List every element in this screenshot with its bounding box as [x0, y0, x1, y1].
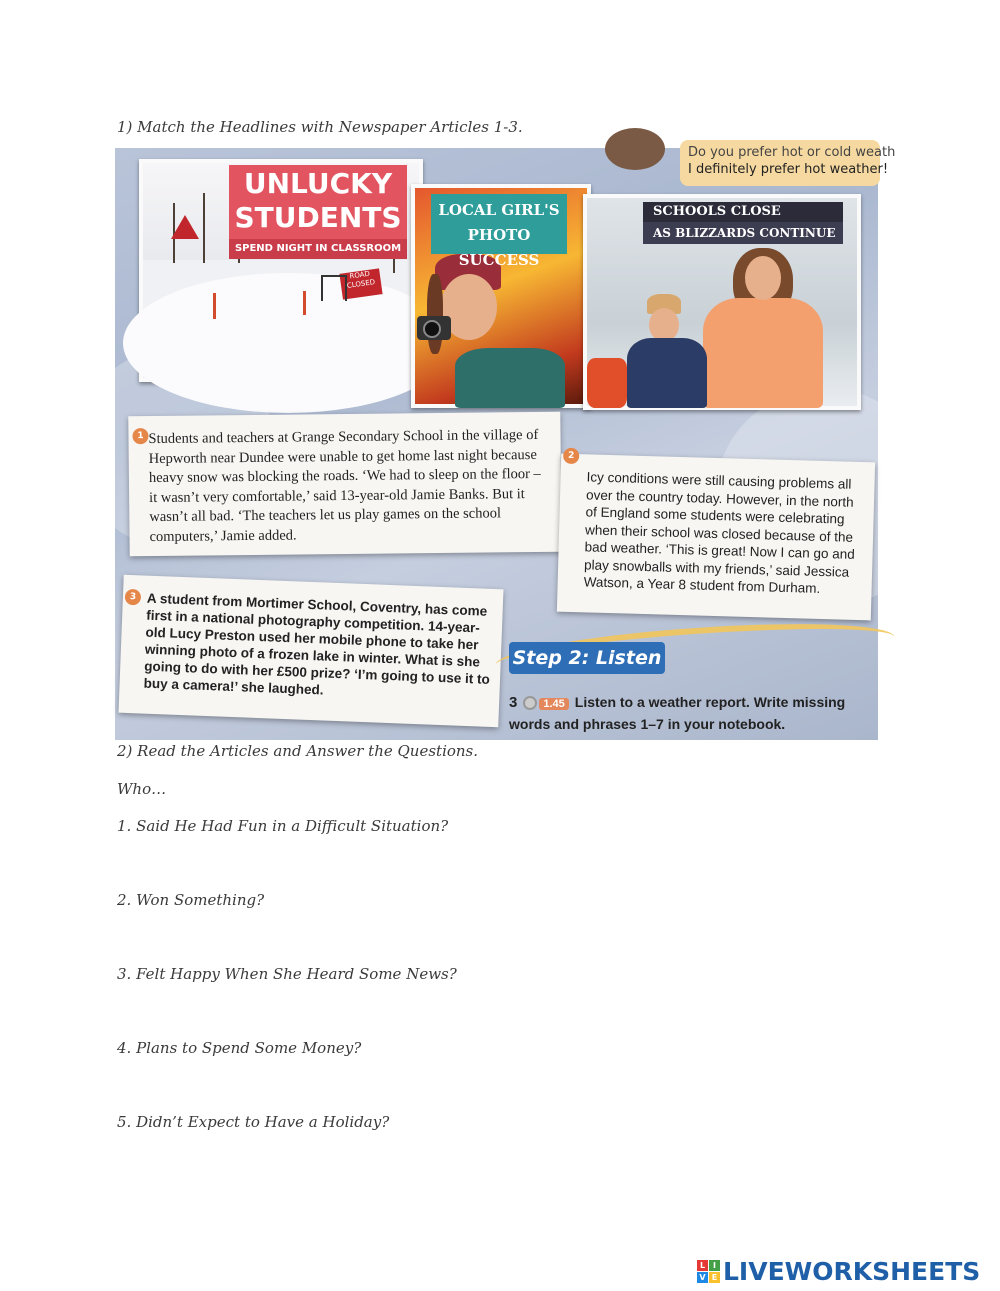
article-3: [118, 575, 503, 727]
warning-sign-icon: [171, 215, 199, 239]
logo-letter: V: [697, 1272, 708, 1283]
question-4: 4. Plans to Spend Some Money?: [117, 1039, 362, 1057]
question-5: 5. Didn’t Expect to Have a Holiday?: [117, 1113, 390, 1131]
article-2-number: 2: [563, 448, 579, 464]
article-3-number: 3: [125, 589, 142, 606]
speech-line-2: I definitely prefer hot weather!: [688, 162, 889, 177]
headline-3-line-2: AS BLIZZARDS CONTINUE: [643, 222, 843, 244]
question-3: 3. Felt Happy When She Heard Some News?: [117, 965, 457, 983]
speech-line-1: Do you prefer hot or cold weath: [688, 145, 896, 160]
who-label: Who…: [117, 780, 167, 798]
exercise-3: [509, 692, 889, 734]
article-1: [128, 412, 561, 557]
headline-3-line-1: SCHOOLS CLOSE: [643, 202, 843, 222]
question-1: 1. Said He Had Fun in a Difficult Situation?: [117, 817, 449, 835]
step-2-label: Step 2: Listen: [509, 642, 665, 674]
photo-girls-in-snow: [583, 194, 861, 410]
speaker-photo: [605, 128, 665, 170]
logo-letter: I: [709, 1260, 720, 1271]
article-2-text: Icy conditions were still causing problems all over the country today. However, in the north of England some students were celebrating when their school was closed because of the bad weather. ‘This is great! Now I can go and play snowballs with my friends,’ said Jessica Watson, a Year 8 student from Durham.: [583, 469, 855, 596]
headline-2: LOCAL GIRL'S PHOTO SUCCESS: [431, 194, 567, 254]
article-2: [557, 450, 875, 621]
cd-icon: [523, 696, 537, 710]
speech-bubble: [680, 140, 896, 186]
track-number: 1.45: [539, 698, 568, 710]
article-1-text: Students and teachers at Grange Secondary School in the village of Hepworth near Dundee were unable to get home last night because heavy snow was blocking the roads. ‘We had to sleep on the floor – it wasn’t very comfortable,’ said 13-year-old Jamie Banks. But it wasn’t all bad. ‘The teachers let us play games on the school computers,’ Jamie added.: [148, 426, 541, 545]
textbook-page-image: [115, 145, 896, 740]
article-1-number: 1: [132, 428, 148, 444]
logo-text: LIVEWORKSHEETS: [723, 1256, 981, 1286]
photo-snowy-road: [139, 159, 423, 382]
task-1-instruction: 1) Match the Headlines with Newspaper Articles 1-3.: [117, 118, 523, 136]
road-sign-text: ROAD CLOSED: [346, 269, 376, 290]
headline-1-sub: SPEND NIGHT IN CLASSROOM: [229, 239, 407, 259]
photo-girl-camera: [411, 184, 591, 408]
logo-icon: [697, 1260, 720, 1283]
task-2-instruction: 2) Read the Articles and Answer the Questions.: [117, 742, 479, 760]
question-2: 2. Won Something?: [117, 891, 265, 909]
logo-letter: E: [709, 1272, 720, 1283]
headline-1-main: UNLUCKY STUDENTS: [229, 165, 407, 239]
exercise-text: Listen to a weather report. Write missing words and phrases 1–7 in your notebook.: [509, 694, 846, 732]
liveworksheets-logo: [697, 1255, 980, 1287]
exercise-number: 3: [509, 694, 518, 711]
logo-letter: L: [697, 1260, 708, 1271]
article-3-text: A student from Mortimer School, Coventry, has come first in a national photography competition. 14-year-old Lucy Preston used her mobile phone to take her winning photo of a frozen lake in winter. What is she going to do with her £500 prize? ‘I’m going to use it to buy a camera!’ she laughed.: [143, 590, 491, 698]
